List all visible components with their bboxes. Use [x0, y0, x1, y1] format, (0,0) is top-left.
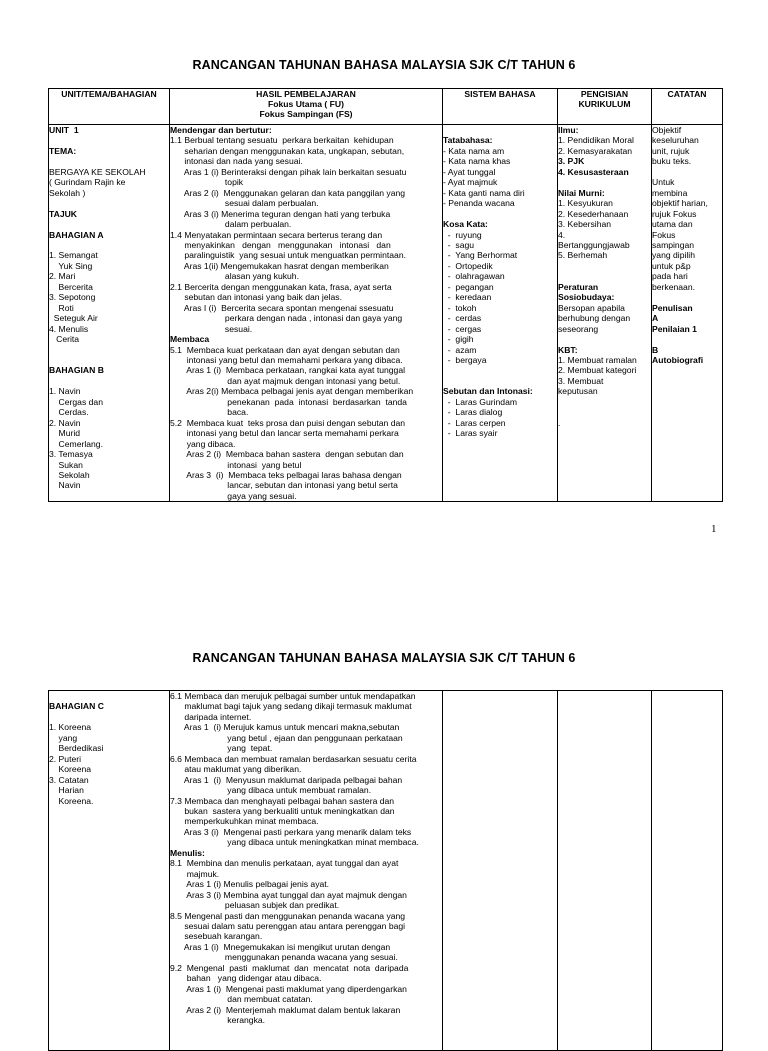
text-line: bukan sastera yang berkualiti untuk meningkatkan dan — [170, 805, 395, 816]
text-line: 7.3 Membaca dan menghayati pelbagai bahan sastera dan — [170, 795, 395, 806]
text-line: Seteguk Air — [49, 313, 98, 324]
text-line: Aras 1(ii) Mengemukakan hasrat dengan memberikan — [170, 260, 389, 271]
text-line: Fokus — [652, 229, 676, 240]
text-line: yang dibaca untuk membuat ramalan. — [170, 785, 372, 796]
text-line: - bergaya — [443, 354, 487, 365]
hasil-cell — [170, 125, 443, 502]
text-line: 2. Kemasyarakatan — [558, 145, 633, 156]
header-sistem: SISTEM BAHASA — [443, 89, 558, 125]
text-line: BAHAGIAN B — [49, 365, 104, 376]
text-line: dan membuat catatan. — [170, 994, 313, 1005]
text-line — [49, 156, 169, 166]
text-line: - Yang Berhormat — [443, 250, 518, 261]
text-line: unit, rujuk — [652, 145, 690, 156]
text-line: ( Gurindam Rajin ke — [49, 177, 126, 188]
table-header-row — [49, 89, 723, 125]
text-line: yang — [49, 732, 78, 743]
text-line: untuk p&p — [652, 260, 691, 271]
text-line: - keredaan — [443, 292, 492, 303]
text-line: 3. Catatan — [49, 774, 89, 785]
text-line: 2. Puteri — [49, 753, 82, 764]
text-line: 8.1 Membina dan menulis perkataan, ayat tunggal dan ayat — [170, 858, 399, 869]
text-line: Untuk — [652, 177, 675, 188]
text-line: 5.1 Membaca kuat perkataan dan ayat dengan sebutan dan — [170, 344, 400, 355]
text-line: Membaca — [170, 334, 210, 345]
text-line: 1. Navin — [49, 386, 81, 397]
text-line: - ruyung — [443, 229, 482, 240]
text-line: Cemerlang. — [49, 438, 103, 449]
text-line: Tatabahasa: — [443, 135, 493, 146]
text-line — [558, 261, 651, 271]
text-line: - gigih — [443, 334, 474, 345]
text-line: Roti — [49, 302, 74, 313]
text-line: Aras 1 (i) Mengenai pasti maklumat yang diperdengarkan — [170, 983, 407, 994]
text-line: intonasi yang betul dan lancar serta memahami perkara — [170, 428, 399, 439]
sistem-cell — [443, 125, 558, 502]
text-line: maklumat bagi tajuk yang sedang dikaji termasuk maklumat — [170, 701, 412, 712]
text-line: pada hari — [652, 271, 688, 282]
text-line: Koreena. — [49, 795, 94, 806]
text-line: Aras 1 (i) Merujuk kamus untuk mencari makna,sebutan — [170, 722, 400, 733]
text-line: dalam perbualan. — [170, 219, 292, 230]
text-line: - Laras syair — [443, 428, 498, 439]
text-line: majmuk. — [170, 868, 220, 879]
text-line: Navin — [49, 480, 81, 491]
text-line: bahan yang didengar atau dibaca. — [170, 973, 322, 984]
text-line: yang dipilih — [652, 250, 695, 261]
text-line: - olahragawan — [443, 271, 505, 282]
text-line: Berdedikasi — [49, 743, 104, 754]
text-line: Penilaian 1 — [652, 323, 697, 334]
text-line: seseorang — [558, 323, 599, 334]
text-line: Aras 1 (i) Berinteraksi dengan pihak lain berkaitan sesuatu — [170, 166, 407, 177]
text-line: Aras 3 (i) Membina ayat tunggal dan ayat majmuk dengan — [170, 889, 407, 900]
text-line: Sukan — [49, 459, 83, 470]
unit-cell — [49, 125, 170, 502]
text-line: - Kata ganti nama diri — [443, 187, 525, 198]
text-line: - Kata nama khas — [443, 156, 511, 167]
text-line — [558, 271, 651, 281]
text-line: 1. Koreena — [49, 722, 92, 733]
text-line: Bersopan apabila — [558, 302, 625, 313]
text-line: BAHAGIAN C — [49, 701, 104, 712]
sistem-cell-2 — [443, 691, 558, 1051]
text-line: berkenaan. — [652, 281, 696, 292]
text-line: 6.1 Membaca dan merujuk pelbagai sumber untuk mendapatkan — [170, 691, 416, 701]
text-line: seharian dengan menggunakan kata, ungkapan, sebutan, — [170, 145, 405, 156]
catatan-cell-2 — [652, 691, 723, 1051]
text-line: Autobiografi — [652, 354, 704, 365]
text-line: Aras 1 (i) Menyusun maklumat daripada pelbagai bahan — [170, 774, 403, 785]
text-line: Cerita — [49, 334, 80, 345]
text-line: Sosiobudaya: — [558, 292, 615, 303]
text-line: intonasi yang betul — [170, 459, 302, 470]
text-line: keputusan — [558, 386, 598, 397]
text-line — [443, 125, 557, 135]
text-line: Aras 1 (i) Menulis pelbagai jenis ayat. — [170, 879, 330, 890]
catatan-cell — [652, 125, 723, 502]
text-line: - Ayat majmuk — [443, 177, 498, 188]
text-line: - azam — [443, 344, 477, 355]
text-line: UNIT 1 — [49, 125, 79, 135]
text-line: utama dan — [652, 219, 693, 230]
text-line: Mendengar dan bertutur: — [170, 125, 272, 135]
text-line: sebutan dan intonasi yang baik dan jelas. — [170, 292, 342, 303]
text-line — [443, 365, 557, 375]
text-line: Koreena — [49, 764, 92, 775]
text-line — [49, 712, 169, 722]
text-line: - sagu — [443, 239, 475, 250]
text-line: rujuk Fokus — [652, 208, 697, 219]
text-line: sesuai. — [170, 323, 253, 334]
text-line: 3. Temasya — [49, 449, 93, 460]
text-line: 5.2 Membaca kuat teks prosa dan puisi dengan sebutan dan — [170, 417, 406, 428]
text-line: Aras I (i) Bercerita secara spontan mengenai ssesuatu — [170, 302, 394, 313]
text-line: 2. Mari — [49, 271, 76, 282]
text-line: 2. Navin — [49, 417, 81, 428]
text-line: Yuk Sing — [49, 260, 93, 271]
text-line: sesuai dalam perbualan. — [170, 198, 319, 209]
text-line: Bertanggungjawab — [558, 239, 630, 250]
text-line — [49, 240, 169, 250]
text-line: Peraturan — [558, 281, 599, 292]
plan-table — [48, 88, 723, 502]
text-line: 3. Membuat — [558, 375, 604, 386]
header-pengisian — [558, 89, 652, 125]
text-line: alasan yang kukuh. — [170, 271, 299, 282]
text-line — [443, 209, 557, 219]
text-line: paralinguistik yang sesuai untuk menguatkan permintaan. — [170, 250, 406, 261]
table-row — [49, 691, 723, 1051]
text-line: yang dibaca. — [170, 438, 236, 449]
text-line: - Ortopedik — [443, 260, 493, 271]
header-hasil — [170, 89, 443, 125]
text-line — [49, 135, 169, 145]
text-line — [558, 397, 651, 407]
text-line: Aras 3 (i) Mengenai pasti perkara yang menarik dalam teks — [170, 826, 412, 837]
pengisian-cell — [558, 125, 652, 502]
page-number: 1 — [711, 523, 717, 535]
page-title: RANCANGAN TAHUNAN BAHASA MALAYSIA SJK C/T TAHUN 6 — [192, 58, 576, 72]
text-line: Sekolah ) — [49, 187, 86, 198]
text-line: daripada internet. — [170, 711, 252, 722]
header-hasil-line-3: Fokus Sampingan (FS) — [259, 109, 353, 119]
text-line: - pegangan — [443, 281, 494, 292]
text-line: 3. PJK — [558, 156, 585, 167]
text-line: gaya yang sesuai. — [170, 490, 297, 501]
text-line: - cerdas — [443, 313, 482, 324]
text-line: Sebutan dan Intonasi: — [443, 386, 533, 397]
text-line: Aras 1 (i) Mnegemukakan isi mengikut urutan dengan — [170, 941, 391, 952]
header-catatan: CATATAN — [652, 89, 723, 125]
text-line: Cerdas. — [49, 407, 89, 418]
text-line: BAHAGIAN A — [49, 229, 104, 240]
text-line: sesuai dalam satu perenggan atau antara perenggan bagi — [170, 920, 406, 931]
text-line: 8.5 Mengenal pasti dan menggunakan penanda wacana yang — [170, 910, 406, 921]
text-line: Aras 2 (i) Menggunakan gelaran dan kata panggilan yang — [170, 187, 406, 198]
header-hasil-line-2: Fokus Utama ( FU) — [268, 99, 344, 109]
page-title-2: RANCANGAN TAHUNAN BAHASA MALAYSIA SJK C/T TAHUN 6 — [192, 651, 576, 665]
text-line: Aras 2 (i) Menterjemah maklumat dalam bentuk lakaran — [170, 1004, 401, 1015]
text-line: TAJUK — [49, 208, 78, 219]
text-line: - Laras dialog — [443, 407, 503, 418]
text-line: kerangka. — [170, 1015, 266, 1026]
text-line — [49, 219, 169, 229]
text-line: intonasi yang betul dan memahami perkara yang dibaca. — [170, 354, 403, 365]
text-line — [652, 167, 722, 177]
text-line — [558, 407, 651, 417]
text-line: Menulis: — [170, 847, 205, 858]
plan-table-2 — [48, 690, 723, 1051]
text-line: 4. Kesusasteraan — [558, 166, 629, 177]
text-line: 2.1 Bercerita dengan menggunakan kata, frasa, ayat serta — [170, 281, 392, 292]
text-line: objektif harian, — [652, 198, 708, 209]
text-line: Penulisan — [652, 302, 693, 313]
text-line — [652, 334, 722, 344]
text-line: 1. Semangat — [49, 250, 98, 261]
text-line: Aras 2(i) Membaca pelbagai jenis ayat dengan memberikan — [170, 386, 414, 397]
text-line: - Ayat tunggal — [443, 166, 496, 177]
text-line — [49, 691, 169, 701]
text-line: perkara dengan nada , intonasi dan gaya yang — [170, 313, 403, 324]
text-line: 1. Kesyukuran — [558, 198, 613, 209]
text-line: Aras 3 (i) Membaca teks pelbagai laras bahasa dengan — [170, 469, 402, 480]
text-line: 1. Membuat ramalan — [558, 354, 637, 365]
text-line: Sekolah — [49, 469, 90, 480]
text-line: menyakinkan dengan menggunakan intonasi dan — [170, 239, 391, 250]
text-line: 4. — [558, 229, 566, 240]
text-line: 3. Kebersihan — [558, 219, 612, 230]
text-line: A — [652, 313, 659, 324]
text-line: Kosa Kata: — [443, 219, 488, 230]
text-line: Objektif — [652, 125, 682, 135]
text-line: Bercerita — [49, 281, 93, 292]
text-line: - Kata nama am — [443, 145, 505, 156]
text-line: - tokoh — [443, 302, 477, 313]
text-line: KBT: — [558, 344, 578, 355]
text-line: Murid — [49, 428, 81, 439]
text-line: BERGAYA KE SEKOLAH — [49, 166, 146, 177]
text-line: . — [558, 417, 561, 428]
text-line: topik — [170, 177, 244, 188]
text-line: 4. Menulis — [49, 323, 89, 334]
text-line: yang tepat. — [170, 743, 273, 754]
pengisian-cell-2 — [558, 691, 652, 1051]
text-line — [49, 198, 169, 208]
text-line — [49, 345, 169, 355]
text-line — [49, 376, 169, 386]
text-line: Ilmu: — [558, 125, 579, 135]
header-pengisian-line-1: PENGISIAN — [580, 89, 629, 99]
text-line: Cergas dan — [49, 396, 103, 407]
text-line: B — [652, 344, 659, 355]
text-line: 1.1 Berbual tentang sesuatu perkara berkaitan kehidupan — [170, 135, 394, 146]
text-line: sampingan — [652, 239, 695, 250]
text-line: atau maklumat yang diberikan. — [170, 764, 302, 775]
text-line: lancar, sebutan dan intonasi yang betul serta — [170, 480, 398, 491]
text-line: keseluruhan — [652, 135, 699, 146]
text-line: sesebuah karangan. — [170, 931, 263, 942]
text-line: buku teks. — [652, 156, 692, 167]
text-line: 2. Kesederhanaan — [558, 208, 629, 219]
text-line: 3. Sepotong — [49, 292, 96, 303]
header-pengisian-line-2: KURIKULUM — [578, 99, 631, 109]
text-line: - Laras Gurindam — [443, 396, 518, 407]
text-line: Aras 1 (i) Membaca perkataan, rangkai kata ayat tunggal — [170, 365, 406, 376]
text-line: TEMA: — [49, 145, 77, 156]
text-line: Aras 3 (i) Menerima teguran dengan hati yang terbuka — [170, 208, 391, 219]
text-line — [49, 355, 169, 365]
header-hasil-line-1: HASIL PEMBELAJARAN — [256, 89, 356, 99]
text-line: 9.2 Mengenal pasti maklumat dan mencatat nota daripada — [170, 962, 409, 973]
unit-cell-2 — [49, 691, 170, 1051]
text-line: Aras 2 (i) Membaca bahan sastera dengan sebutan dan — [170, 449, 404, 460]
header-unit: UNIT/TEMA/BAHAGIAN — [49, 89, 170, 125]
text-line — [558, 177, 651, 187]
text-line: penekanan pada intonasi berdasarkan tanda — [170, 396, 407, 407]
text-line: 5. Berhemah — [558, 250, 608, 261]
text-line: - Penanda wacana — [443, 198, 515, 209]
text-line: 2. Membuat kategori — [558, 365, 637, 376]
table-row — [49, 125, 723, 502]
text-line: peluasan subjek dan predikat. — [170, 900, 340, 911]
text-line: Harian — [49, 785, 84, 796]
text-line: dan ayat majmuk dengan intonasi yang betul. — [170, 375, 401, 386]
text-line — [558, 334, 651, 344]
text-line: - cergas — [443, 323, 482, 334]
text-line: menggunakan penanda wacana yang sesuai. — [170, 952, 398, 963]
text-line: yang dibaca untuk meningkatkan minat membaca. — [170, 837, 419, 848]
text-line: 6.6 Membaca dan membuat ramalan berdasarkan sesuatu cerita — [170, 753, 417, 764]
text-line: membina — [652, 187, 688, 198]
text-line — [652, 292, 722, 302]
text-line: intonasi dan nada yang sesuai. — [170, 156, 303, 167]
text-line: Nilai Murni: — [558, 187, 605, 198]
text-line: 1.4 Menyatakan permintaan secara berterus terang dan — [170, 229, 383, 240]
text-line: baca. — [170, 407, 249, 418]
text-line: yang betul , ejaan dan penggunaan perkataan — [170, 732, 403, 743]
hasil-cell-2 — [170, 691, 443, 1051]
text-line: 1. Pendidikan Moral — [558, 135, 634, 146]
text-line: memperkukuhkan minat membaca. — [170, 816, 319, 827]
text-line: - Laras cerpen — [443, 417, 506, 428]
text-line: berhubung dengan — [558, 313, 631, 324]
text-line — [443, 376, 557, 386]
